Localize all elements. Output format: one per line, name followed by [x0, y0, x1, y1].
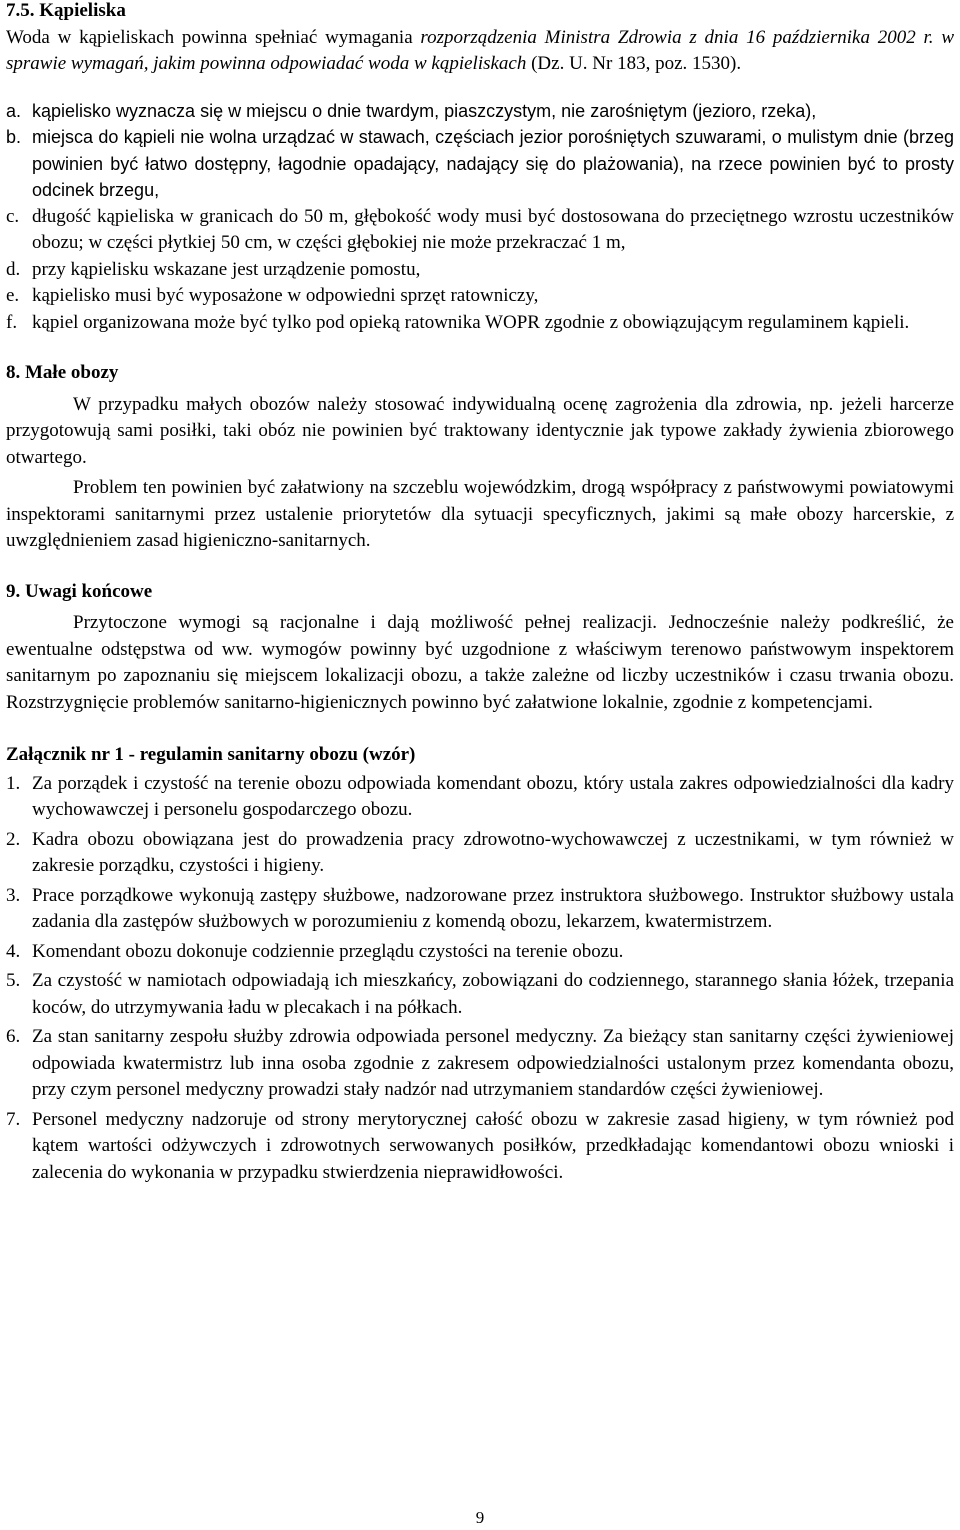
list-marker: b. — [6, 127, 22, 147]
list-item-text: kąpiel organizowana może być tylko pod opieką ratownika WOPR zgodnie z obowiązującym regulaminem kąpieli. — [32, 311, 910, 333]
intro-regulation-title: rozporządzenia Ministra Zdrowia z dnia 16 października 2002 r. w sprawie wymagań, jakim powinna odpowiadać woda w kąpieliskach — [6, 26, 954, 74]
list-marker: f. — [6, 311, 18, 333]
list-item — [6, 124, 954, 204]
list-marker: e. — [6, 285, 20, 306]
list-marker: 4. — [6, 940, 21, 962]
list-item-text: miejsca do kąpieli nie wolna urządzać w stawach, częściach jezior porośniętych szuwarami, o mulistym dnie (brzeg powinien być łatwo dostępny, łagodnie opadający, nadający się do plażowania), na rzece powinien być to prosty odcinek brzegu, — [32, 127, 954, 200]
list-item-text: Prace porządkowe wykonują zastępy służbowe, nadzorowane przez instruktora służbowego. Instruktor służbowy ustala zadania dla zastępów służbowych w porozumieniu z komendą obozu, lekarzem, kwatermistrzem. — [32, 884, 954, 932]
list-item — [6, 204, 954, 257]
document-page — [6, 0, 954, 1530]
page-number: 9 — [475, 1508, 485, 1527]
list-marker: 1. — [6, 772, 21, 794]
list-marker: c. — [6, 205, 20, 227]
section-9-paragraph-1: Przytoczone wymogi są racjonalne i dają możliwość pełnej realizacji. Jednocześnie należy podkreślić, że ewentualne odstępstwa od ww. wymogów powinny być uzgodnione z właściwym terenowo państwowym inspektorem sanitarnym po zapoznaniu się miejscem lokalizacji obozu, a także zależne od liczby uczestników i czasu trwania obozu. Rozstrzygnięcie problemów sanitarno-higienicznych powinno być załatwione lokalnie, zgodnie z kompetencjami. — [6, 612, 954, 713]
section-heading-9: 9. Uwagi końcowe — [6, 580, 153, 602]
list-item — [6, 283, 954, 310]
list-marker: 6. — [6, 1026, 21, 1047]
list-item-text: Kadra obozu obowiązana jest do prowadzenia pracy zdrowotno-wychowawczej z uczestnikami, w tym również w zakresie porządku, czystości i higieny. — [32, 828, 954, 876]
bathing-area-requirements-list — [6, 98, 954, 337]
list-item-text: Za stan sanitarny zespołu służby zdrowia odpowiada personel medyczny. Za bieżący stan sanitarny części żywieniowej odpowiada kwatermistrz lub inna osoba zgodnie z zakresem odpowiedzialności ustalonym przez komendanta obozu, przy czym personel medyczny prowadzi stały nadzór nad utrzymaniem standardów części żywieniowej. — [32, 1026, 954, 1100]
list-item — [6, 257, 954, 284]
section-8-paragraph-1: W przypadku małych obozów należy stosować indywidualną ocenę zagrożenia dla zdrowia, np. jeżeli harcerze przygotowują sami posiłki, taki obóz nie powinien być traktowany identycznie jak typowe zakłady żywienia zbiorowego otwartego. — [6, 393, 954, 468]
list-item-text: kąpielisko wyznacza się w miejscu o dnie twardym, piaszczystym, nie zarośniętym (jezioro, rzeka), — [32, 100, 817, 121]
section-heading-8: 8. Małe obozy — [6, 362, 119, 383]
section-7-5-intro — [6, 25, 954, 78]
list-item — [6, 98, 954, 125]
intro-text-after: (Dz. U. Nr 183, poz. 1530). — [526, 53, 742, 74]
list-marker: 7. — [6, 1108, 21, 1130]
list-item — [6, 883, 954, 936]
section-heading-7-5: 7.5. Kąpieliska — [6, 0, 126, 21]
list-item — [6, 771, 954, 824]
list-item-text: Za czystość w namiotach odpowiadają ich mieszkańcy, zobowiązani do codziennego, starannego słania łóżek, trzepania koców, do utrzymywania ładu w plecakach i na półkach. — [32, 970, 954, 1018]
sanitary-regulations-list — [6, 771, 954, 1187]
intro-text-before: Woda w kąpieliskach powinna spełniać wymagania — [6, 26, 421, 48]
section-8-paragraph-2: Problem ten powinien być załatwiony na szczeblu wojewódzkim, drogą współpracy z państwowymi powiatowymi inspektorami sanitarnymi przez ustalenie priorytetów dla sytuacji specyficznych, jakimi są małe obozy harcerskie, z uwzględnieniem zasad higieniczno-sanitarnych. — [6, 477, 954, 551]
list-marker: a. — [6, 100, 22, 121]
list-marker: 3. — [6, 884, 21, 906]
list-item-text: kąpielisko musi być wyposażone w odpowiedni sprzęt ratowniczy, — [32, 285, 539, 306]
list-item — [6, 1107, 954, 1187]
list-marker: 5. — [6, 970, 21, 991]
list-item-text: przy kąpielisku wskazane jest urządzenie pomostu, — [32, 258, 421, 280]
list-item — [6, 939, 954, 966]
list-marker: 2. — [6, 828, 21, 850]
list-item — [6, 827, 954, 880]
list-item — [6, 968, 954, 1021]
list-item-text: Komendant obozu dokonuje codziennie przeglądu czystości na terenie obozu. — [32, 940, 624, 962]
annex-heading: Załącznik nr 1 - regulamin sanitarny obozu (wzór) — [6, 744, 416, 765]
list-marker: d. — [6, 258, 21, 280]
list-item-text: Personel medyczny nadzoruje od strony merytorycznej całość obozu w zakresie zasad higieny, w tym również pod kątem wartości odżywczych i zdrowotnych serwowanych posiłków, przedkładając komendantowi obozu wnioski i zalecenia do wykonania w przypadku stwierdzenia nieprawidłowości. — [32, 1108, 954, 1183]
list-item — [6, 310, 954, 337]
list-item-text: Za porządek i czystość na terenie obozu odpowiada komendant obozu, który ustala zakres odpowiedzialności dla kadry wychowawczej i personelu gospodarczego obozu. — [32, 772, 954, 820]
list-item-text: długość kąpieliska w granicach do 50 m, głębokość wody musi być dostosowana do przeciętnego wzrostu uczestników obozu; w części płytkiej 50 cm, w części głębokiej nie może przekraczać 1 m, — [32, 205, 954, 253]
list-item — [6, 1024, 954, 1104]
